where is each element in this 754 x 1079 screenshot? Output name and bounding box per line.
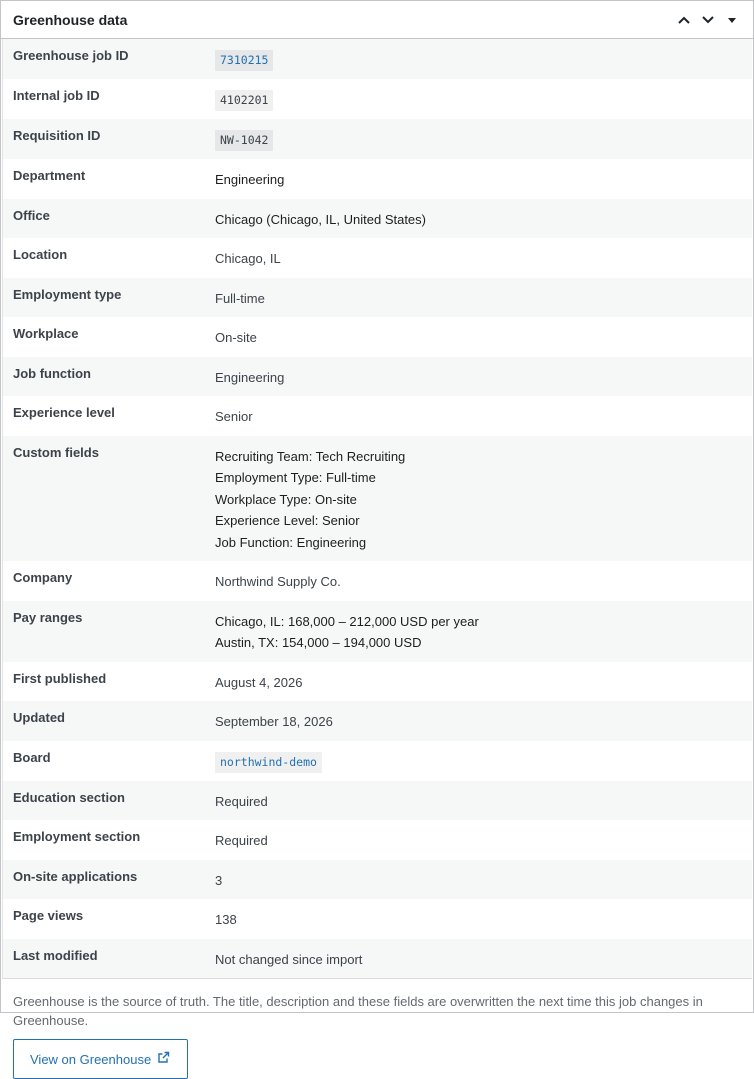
field-value (215, 609, 742, 654)
fields-table (2, 39, 752, 979)
field-value-line: Austin, TX: 154,000 – 194,000 USD (215, 635, 422, 650)
chevron-down-icon (701, 13, 715, 27)
field-value-line: Experience Level: Senior (215, 513, 360, 528)
table-row (3, 820, 752, 860)
field-value: Senior (215, 409, 253, 424)
field-label: Department (13, 168, 86, 183)
table-row (3, 278, 752, 318)
field-value-code: 4102201 (215, 90, 273, 111)
field-label: On-site applications (13, 868, 138, 884)
table-row (3, 39, 752, 79)
table-row (3, 119, 752, 159)
external-link-icon (157, 1051, 170, 1064)
table-row (3, 436, 752, 562)
table-row (3, 662, 752, 702)
field-value: Engineering (215, 369, 285, 385)
field-value-line: Employment Type: Full-time (215, 470, 376, 485)
field-label: Greenhouse job ID (13, 48, 129, 63)
field-value-line: Workplace Type: On-site (215, 491, 357, 507)
toggle-panel-button[interactable] (723, 11, 741, 29)
field-value: September 18, 2026 (215, 714, 333, 729)
field-label: Company (13, 570, 73, 585)
field-label: Office (13, 207, 50, 223)
field-value: Northwind Supply Co. (215, 574, 341, 589)
field-value-link[interactable]: 7310215 (215, 50, 273, 71)
field-value (215, 444, 742, 554)
field-label: First published (13, 670, 107, 686)
panel-header (1, 1, 753, 39)
field-value: Full-time (215, 290, 265, 306)
field-value: 138 (215, 912, 237, 927)
table-row (3, 860, 752, 900)
panel-footer (1, 979, 753, 1079)
field-value (215, 749, 742, 773)
table-row (3, 238, 752, 278)
move-up-button[interactable] (675, 11, 693, 29)
field-value: Chicago, IL (215, 251, 281, 266)
table-row (3, 396, 752, 436)
field-label: Last modified (13, 947, 98, 963)
field-value-line: Recruiting Team: Tech Recruiting (215, 448, 406, 464)
table-row (3, 741, 752, 781)
field-value-link[interactable]: northwind-demo (215, 752, 322, 773)
table-row (3, 317, 752, 357)
field-label: Internal job ID (13, 88, 100, 103)
field-label: Location (13, 247, 68, 262)
table-row (3, 701, 752, 741)
field-value (215, 87, 742, 111)
view-on-greenhouse-label: View on Greenhouse (30, 1051, 152, 1067)
field-value: Required (215, 793, 268, 809)
chevron-up-icon (677, 13, 691, 27)
table-row (3, 159, 752, 199)
field-value: Required (215, 833, 268, 848)
field-value: Chicago (Chicago, IL, United States) (215, 211, 426, 227)
panel-title: Greenhouse data (13, 11, 128, 28)
table-row (3, 899, 752, 939)
panel-header-actions (675, 11, 741, 29)
field-label: Board (13, 749, 51, 765)
field-value: August 4, 2026 (215, 674, 303, 690)
field-label: Requisition ID (13, 128, 101, 143)
field-value (215, 127, 742, 151)
field-label: Job function (13, 365, 91, 381)
field-label: Experience level (13, 405, 115, 420)
table-row (3, 561, 752, 601)
table-row (3, 939, 752, 979)
table-row (3, 199, 752, 239)
field-label: Updated (13, 710, 65, 725)
table-row (3, 601, 752, 662)
field-value: Not changed since import (215, 951, 363, 967)
field-label: Custom fields (13, 444, 99, 460)
caret-down-icon (726, 14, 738, 26)
table-row (3, 781, 752, 821)
field-value-line: Chicago, IL: 168,000 – 212,000 USD per year (215, 613, 479, 629)
field-label: Education section (13, 789, 125, 805)
table-row (3, 357, 752, 397)
field-value: On-site (215, 330, 257, 345)
move-down-button[interactable] (699, 11, 717, 29)
field-value-line: Job Function: Engineering (215, 534, 367, 550)
field-value: 3 (215, 872, 223, 888)
source-of-truth-note: Greenhouse is the source of truth. The title, description and these fields are overwritten the next time this job changes in Greenhouse. (13, 994, 703, 1028)
field-value-code: NW-1042 (215, 130, 273, 151)
view-on-greenhouse-button[interactable] (13, 1039, 188, 1079)
field-label: Pay ranges (13, 609, 83, 625)
field-label: Employment type (13, 286, 122, 302)
field-label: Page views (13, 908, 84, 923)
field-value: Engineering (215, 172, 285, 187)
field-label: Workplace (13, 326, 79, 341)
table-row (3, 79, 752, 119)
field-value (215, 47, 742, 71)
field-label: Employment section (13, 829, 141, 844)
